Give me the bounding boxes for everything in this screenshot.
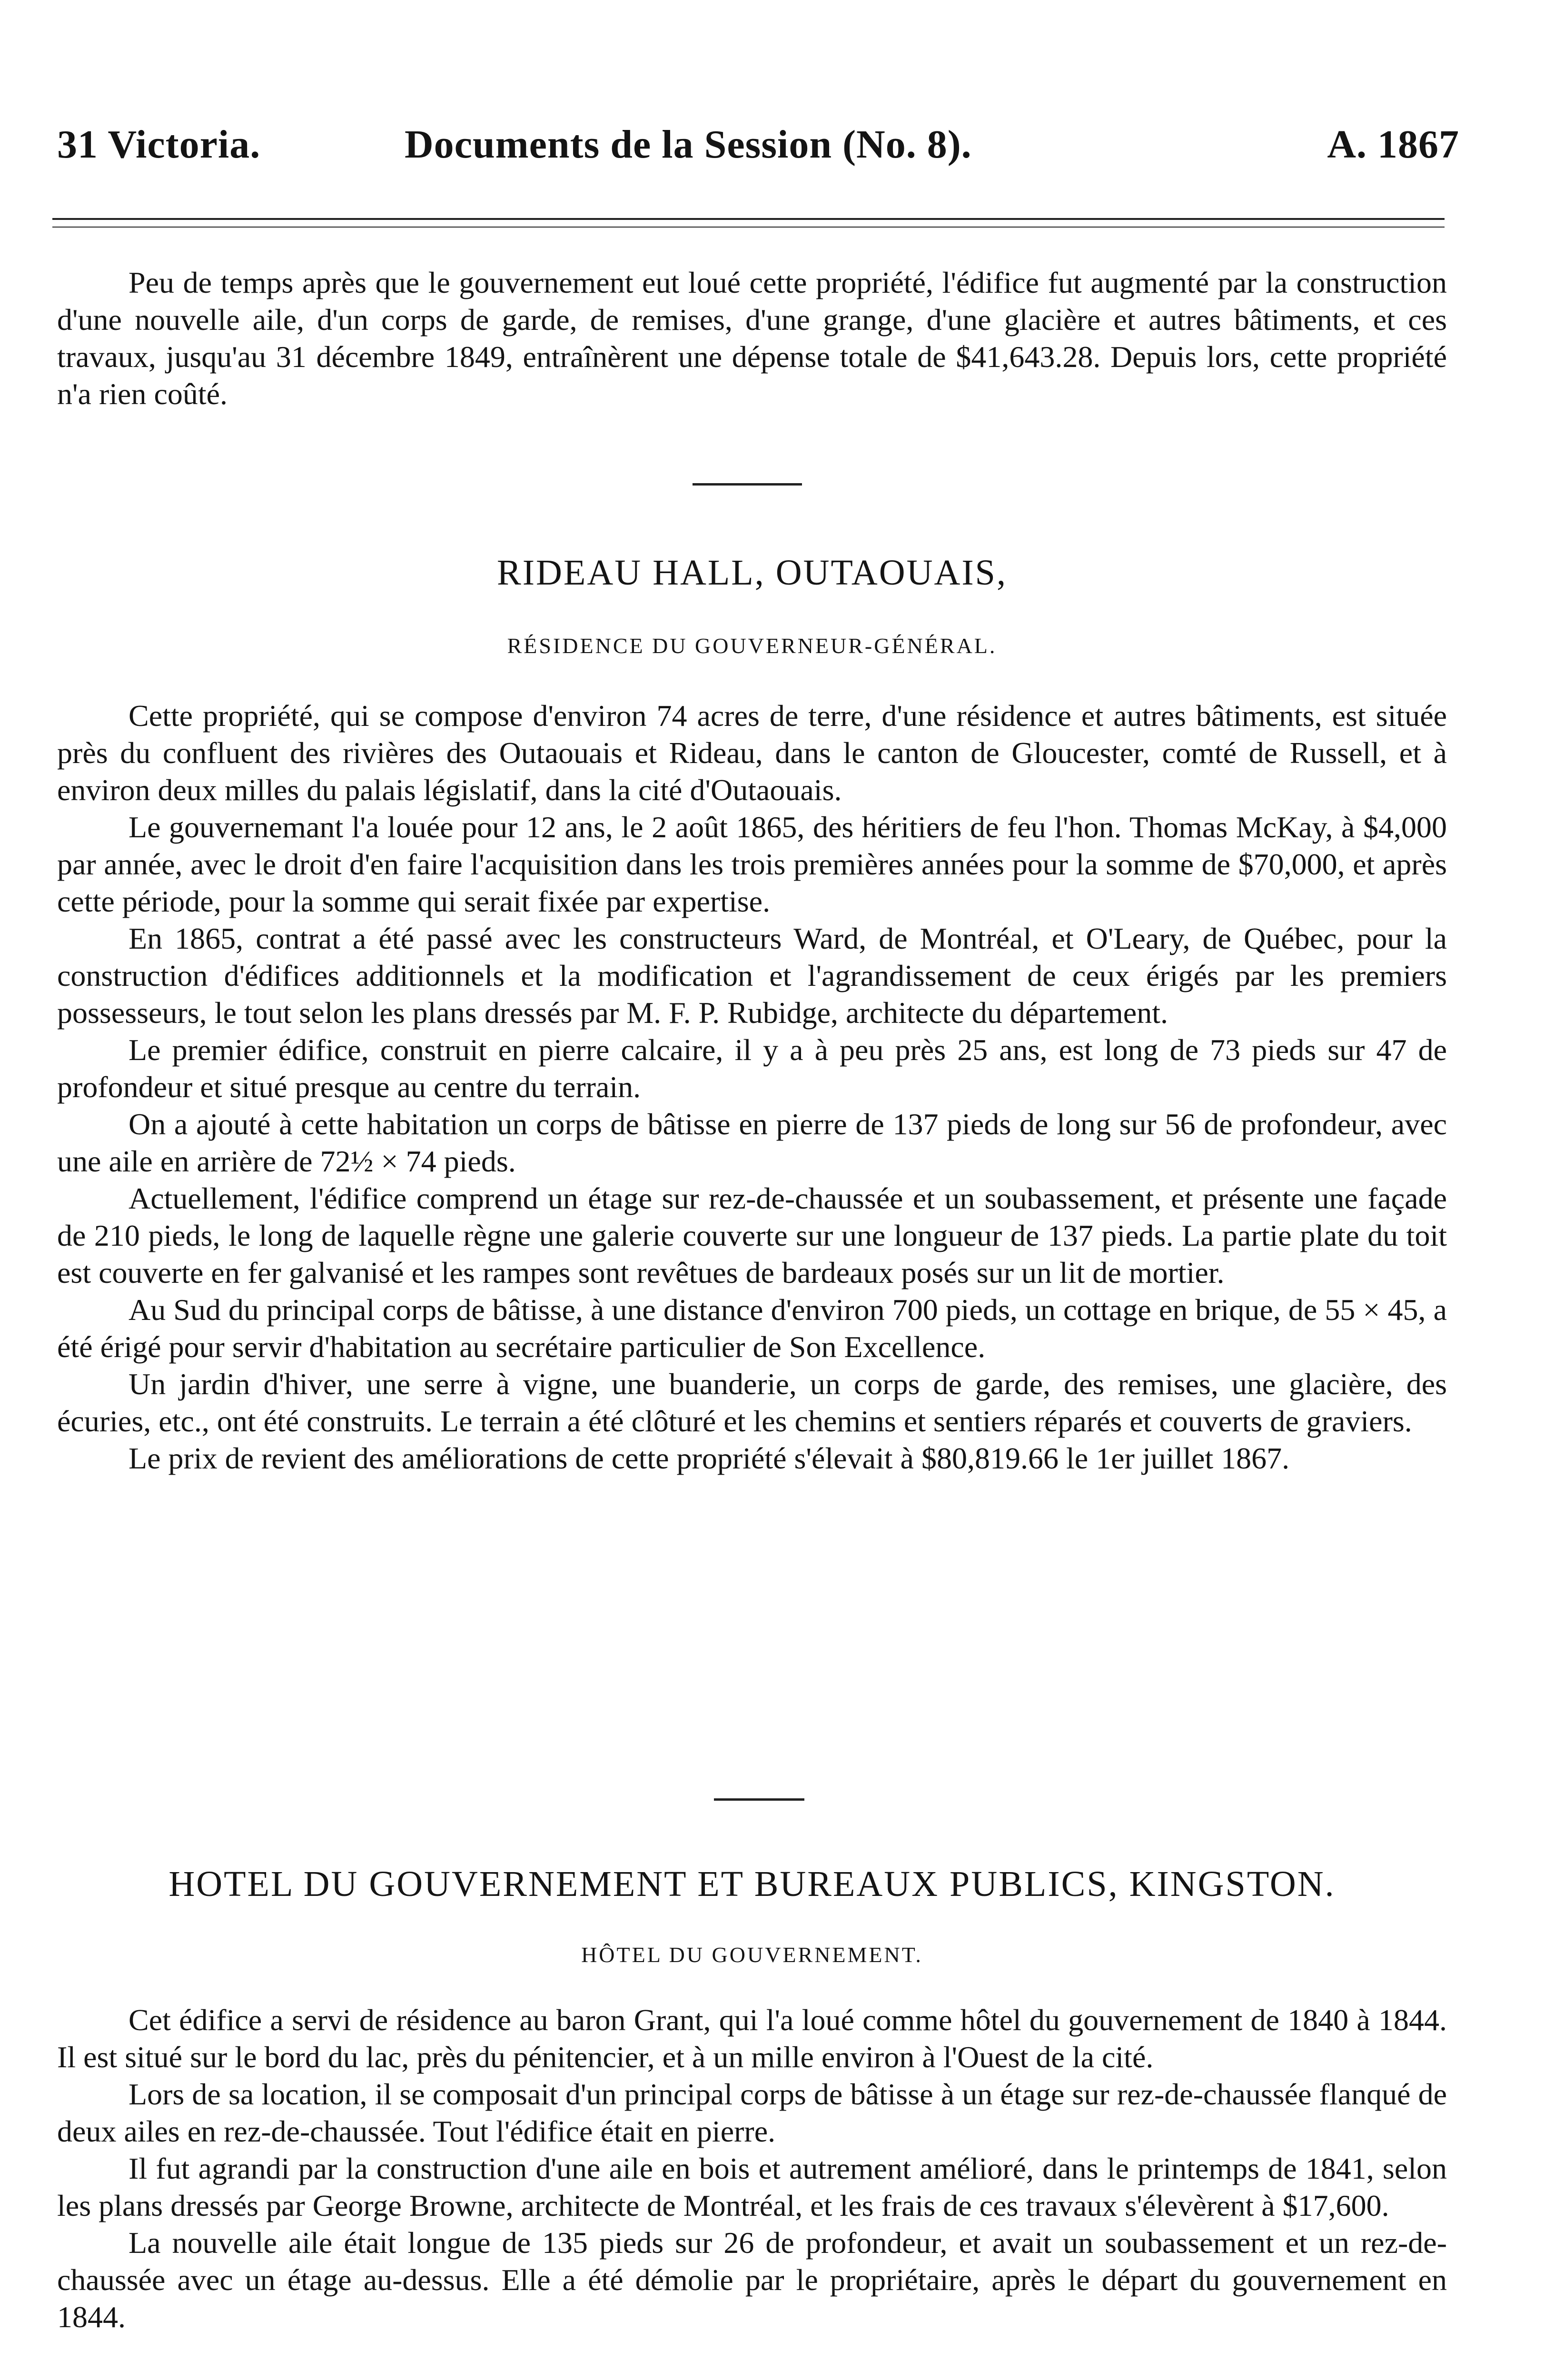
paragraph: Au Sud du principal corps de bâtisse, à une distance d'environ 700 pieds, un cottage en brique, de 55 × 45, a été érigé pour servir d'habitation au secrétaire particulier de Son Excellence. [57,1293,1447,1364]
paragraph: Un jardin d'hiver, une serre à vigne, une buanderie, un corps de garde, des remises, une glacière, des écuries, etc., ont été construits. Le terrain a été clôturé et les chemins et sentiers réparés et couverts de graviers. [57,1367,1447,1438]
intro-paragraph: Peu de temps après que le gouvernement eut loué cette propriété, l'édifice fut augmenté par la construction d'une nouvelle aile, d'un corps de garde, de remises, d'une grange, d'une glacière et autres bâtiments, et ces travaux, jusqu'au 31 décembre 1849, entraînèrent une dépense totale de $41,643.28. Depuis lors, cette propriété n'a rien coûté. [57,266,1447,411]
paragraph: Il fut agrandi par la construction d'une aile en bois et autrement amélioré, dans le printemps de 1841, selon les plans dressés par George Browne, architecte de Montréal, et les frais de ces travaux s'élevèrent à $17,600. [57,2152,1447,2222]
section-title-rideau-hall: RIDEAU HALL, OUTAOUAIS, [497,553,1007,593]
paragraph: En 1865, contrat a été passé avec les constructeurs Ward, de Montréal, et O'Leary, de Québec, pour la construction d'édifices additionnels et la modification et l'agrandissement de ceux érigés par les premiers possesseurs, le tout selon les plans dressés par M. F. P. Rubidge, architecte du département. [57,922,1447,1030]
paragraph: On a ajouté à cette habitation un corps de bâtisse en pierre de 137 pieds de long sur 56 de profondeur, avec une aile en arrière de 72½ × 74 pieds. [57,1107,1447,1178]
section-divider [714,1798,804,1801]
paragraph: Le gouvernemant l'a louée pour 12 ans, le 2 août 1865, des héritiers de feu l'hon. Thomas McKay, à $4,000 par année, avec le droit d'en faire l'acquisition dans les trois premières années pour la somme de $70,000, et après cette période, pour la somme qui serait fixée par expertise. [57,810,1447,918]
paragraph: Le prix de revient des améliorations de cette propriété s'élevait à $80,819.66 le 1er juillet 1867. [129,1441,1290,1475]
section-title-kingston: HOTEL DU GOUVERNEMENT ET BUREAUX PUBLICS, KINGSTON. [168,1864,1336,1904]
header-year: A. 1867 [1327,122,1459,167]
section-body-rideau-hall [57,697,1447,1477]
section-body-kingston [57,2002,1447,2336]
paragraph: La nouvelle aile était longue de 135 pieds sur 26 de profondeur, et avait un soubassement et un rez-de-chaussée avec un étage au-dessus. Elle a été démolie par le propriétaire, après le départ du gouvernement en 1844. [57,2226,1447,2334]
paragraph: Actuellement, l'édifice comprend un étage sur rez-de-chaussée et un soubassement, et présente une façade de 210 pieds, le long de laquelle règne une galerie couverte sur une longueur de 137 pieds. La partie plate du toit est couverte en fer galvanisé et les rampes sont revêtues de bardeaux posés sur un lit de mortier. [57,1181,1447,1289]
paragraph: Cette propriété, qui se compose d'environ 74 acres de terre, d'une résidence et autres bâtiments, est située près du confluent des rivières des Outaouais et Rideau, dans le canton de Gloucester, comté de Russell, et à environ deux milles du palais législatif, dans la cité d'Outaouais. [57,699,1447,807]
section-divider [693,483,802,486]
intro-text [57,264,1447,413]
paragraph: Cet édifice a servi de résidence au baron Grant, qui l'a loué comme hôtel du gouvernement de 1840 à 1844. Il est situé sur le bord du lac, près du pénitencier, et à un mille environ à l'Ouest de la cité. [57,2003,1447,2074]
header-title: Documents de la Session (No. 8). [405,122,972,167]
page-header [43,121,1459,178]
paragraph: Lors de sa location, il se composait d'un principal corps de bâtisse à un étage sur rez-de-chaussée flanqué de deux ailes en rez-de-chaussée. Tout l'édifice était en pierre. [57,2077,1447,2148]
paragraph: Le premier édifice, construit en pierre calcaire, il y a à peu près 25 ans, est long de 73 pieds sur 47 de profondeur et situé presque au centre du terrain. [57,1033,1447,1104]
section-subtitle-kingston: HÔTEL DU GOUVERNEMENT. [581,1943,923,1967]
header-volume: 31 Victoria. [57,122,261,167]
section-subtitle-rideau-hall: RÉSIDENCE DU GOUVERNEUR-GÉNÉRAL. [507,634,997,658]
header-rule [52,218,1445,228]
